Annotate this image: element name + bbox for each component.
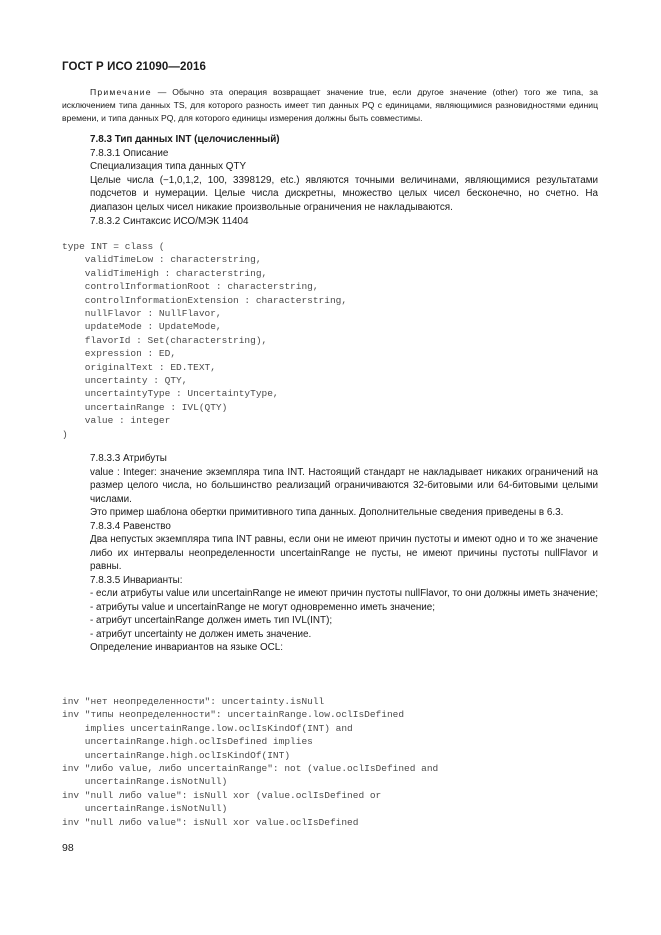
value-attribute-paragraph: value : Integer: значение экземпляра типа INT. Настоящий стандарт не накладывает никаких ограничений на размер целого числа, но большинство реализаций ограничиваются 32-битовыми или 64-битовыми целыми числами. [90, 466, 598, 505]
invariant-item: - если атрибуты value или uncertainRange не имеют причин пустоты nullFlavor, то они должны иметь значение; [90, 588, 598, 599]
code-line: originalText : ED.TEXT, [62, 361, 216, 373]
note-paragraph [62, 86, 598, 125]
note-lead: Примечание [90, 87, 152, 97]
code-line: flavorId : Set(characterstring), [62, 334, 268, 346]
subsection-attributes: 7.8.3.3 Атрибуты [90, 453, 167, 464]
code-line: inv "null либо value": isNull xor (value.oclIsDefined or [62, 789, 382, 801]
invariant-item: - атрибут uncertainRange должен иметь тип IVL(INT); [90, 615, 333, 626]
integers-paragraph: Целые числа (−1,0,1,2, 100, 3398129, etc.) являются точными величинами, являющимися результатами подсчетов и нумерации. Целые числа дискретны, множество целых чисел бесконечно, но счетно. На диапазон целых чисел никакие произвольные ограничения не накладываются. [90, 174, 598, 213]
code-line: uncertainRange.isNotNull) [62, 803, 228, 815]
ocl-intro: Определение инвариантов на языке OCL: [90, 642, 284, 653]
type-int-code-block [62, 240, 347, 441]
code-line: inv "типы неопределенности": uncertainRange.low.oclIsDefined [62, 709, 405, 721]
code-line: controlInformationExtension : characterstring, [62, 294, 348, 306]
section-attributes [62, 452, 598, 655]
code-line: uncertainty : QTY, [62, 375, 188, 387]
code-line: nullFlavor : NullFlavor, [62, 308, 222, 320]
subsection-description: 7.8.3.1 Описание [90, 147, 169, 159]
code-line: validTimeHigh : characterstring, [62, 267, 268, 279]
code-line: uncertainRange : IVL(QTY) [62, 401, 228, 413]
page-number: 98 [62, 842, 74, 854]
code-line: controlInformationRoot : characterstring, [62, 281, 319, 293]
wrapper-paragraph: Это пример шаблона обертки примитивного типа данных. Дополнительные сведения приведены в 6.3. [90, 507, 564, 518]
code-line: ) [62, 428, 68, 440]
invariant-item: - атрибуты value и uncertainRange не могут одновременно иметь значение; [90, 601, 436, 613]
note-text: — Обычно эта операция возвращает значение true, если другое значение (other) того же типа, за исключением типа данных TS, для которого разность имеет тип данных PQ с единицами, являющимися разновидностями единиц времени, и типа данных PQ, для которого единицы измерения должны быть совместимы. [62, 87, 598, 123]
code-line: implies uncertainRange.low.oclIsKindOf(INT) and [62, 722, 353, 734]
code-line: uncertaintyType : UncertaintyType, [62, 388, 279, 400]
subsection-equality: 7.8.3.4 Равенство [90, 520, 171, 532]
code-line: uncertainRange.high.oclIsDefined implies [62, 736, 313, 748]
subsection-invariants: 7.8.3.5 Инварианты: [90, 574, 183, 586]
code-line: inv "либо value, либо uncertainRange": not (value.oclIsDefined and [62, 763, 439, 775]
code-line: validTimeLow : characterstring, [62, 254, 262, 266]
code-line: expression : ED, [62, 348, 177, 360]
code-line: inv "нет неопределенности": uncertainty.isNull [62, 696, 325, 707]
section-heading: 7.8.3 Тип данных INT (целочисленный) [90, 134, 280, 145]
ocl-code-block [62, 695, 438, 829]
code-line: updateMode : UpdateMode, [62, 321, 222, 333]
section-int-description [62, 133, 598, 228]
invariant-item: - атрибут uncertainty не должен иметь значение. [90, 628, 312, 640]
code-line: inv "null либо value": isNull xor value.oclIsDefined [62, 816, 359, 828]
code-line: uncertainRange.isNotNull) [62, 776, 228, 788]
code-line: value : integer [62, 415, 171, 427]
subsection-syntax: 7.8.3.2 Синтаксис ИСО/МЭК 11404 [90, 215, 249, 227]
specialization-line: Специализация типа данных QTY [90, 161, 247, 173]
equality-paragraph: Два непустых экземпляра типа INT равны, если они не имеют причин пустоты и имеют одно и то же значение либо их интервалы неопределенности uncertainRange не пусты, не имеют причины пустоты nullFlavor и равны. [90, 534, 598, 572]
code-line: type INT = class ( [62, 241, 165, 252]
code-line: uncertainRange.high.oclIsKindOf(INT) [62, 749, 291, 761]
document-header: ГОСТ Р ИСО 21090—2016 [62, 61, 207, 73]
